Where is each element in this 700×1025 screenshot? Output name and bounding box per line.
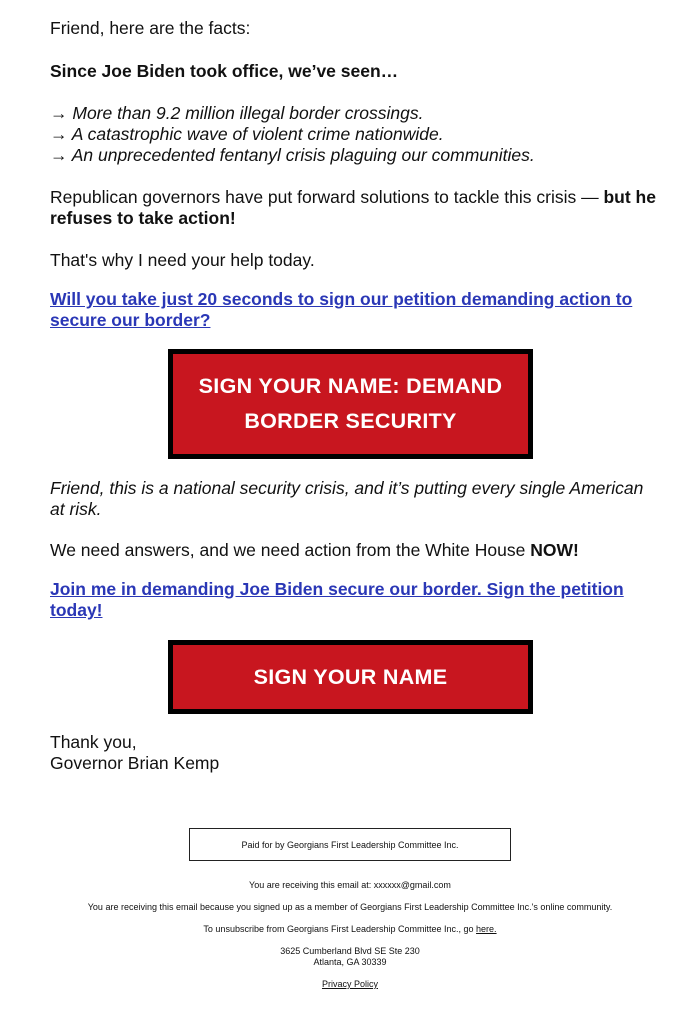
fact-item: → An unprecedented fentanyl crisis plaguing our communities.: [50, 145, 535, 165]
greeting: Friend, here are the facts:: [50, 18, 251, 38]
national-security-text: Friend, this is a national security crisis, and it’s putting every single American at risk.: [50, 478, 644, 519]
cta-1-line-2: BORDER SECURITY: [244, 409, 457, 433]
governors-text: Republican governors have put forward solutions to tackle this crisis —: [50, 187, 604, 207]
address-line-1: 3625 Cumberland Blvd SE Ste 230: [280, 946, 420, 956]
address-line-2: Atlanta, GA 30339: [313, 957, 387, 967]
governors-emphasis: but he refuses to take action!: [50, 187, 656, 228]
demand-border-security-button[interactable]: [168, 349, 533, 459]
answers-paragraph: [50, 540, 660, 561]
since-heading: Since Joe Biden took office, we’ve seen…: [50, 61, 399, 81]
governors-paragraph: [50, 187, 660, 229]
cta-1-line-1: SIGN YOUR NAME: DEMAND: [198, 374, 503, 398]
help-text: That's why I need your help today.: [50, 250, 315, 270]
signoff-thanks: Thank you,: [50, 732, 137, 752]
sign-your-name-button[interactable]: [168, 640, 533, 714]
unsubscribe-link[interactable]: here.: [476, 924, 497, 934]
fact-item: → More than 9.2 million illegal border crossings.: [50, 103, 424, 123]
cta-2-label: SIGN YOUR NAME: [253, 664, 448, 689]
unsubscribe-line: [0, 924, 700, 934]
answers-text: We need answers, and we need action from the White House: [50, 540, 531, 560]
paid-for-text: Paid for by Georgians First Leadership Committee Inc.: [241, 839, 459, 850]
receiving-reason-text: You are receiving this email because you signed up as a member of Georgians First Leadership Committee Inc.'s online community.: [87, 902, 613, 912]
petition-link-1[interactable]: Will you take just 20 seconds to sign our petition demanding action to secure our border?: [50, 289, 633, 330]
receiving-email-text: You are receiving this email at: xxxxxx@gmail.com: [249, 880, 451, 890]
petition-link-2[interactable]: Join me in demanding Joe Biden secure our border. Sign the petition today!: [50, 579, 624, 620]
signoff-name: Governor Brian Kemp: [50, 753, 220, 773]
paid-for-disclaimer: [189, 828, 511, 861]
unsubscribe-text: To unsubscribe from Georgians First Leadership Committee Inc., go: [203, 924, 477, 934]
fact-item: → A catastrophic wave of violent crime nationwide.: [50, 124, 444, 144]
privacy-policy-link[interactable]: Privacy Policy: [321, 979, 378, 989]
privacy-policy-line: [0, 979, 700, 989]
answers-emphasis: NOW!: [530, 540, 579, 560]
